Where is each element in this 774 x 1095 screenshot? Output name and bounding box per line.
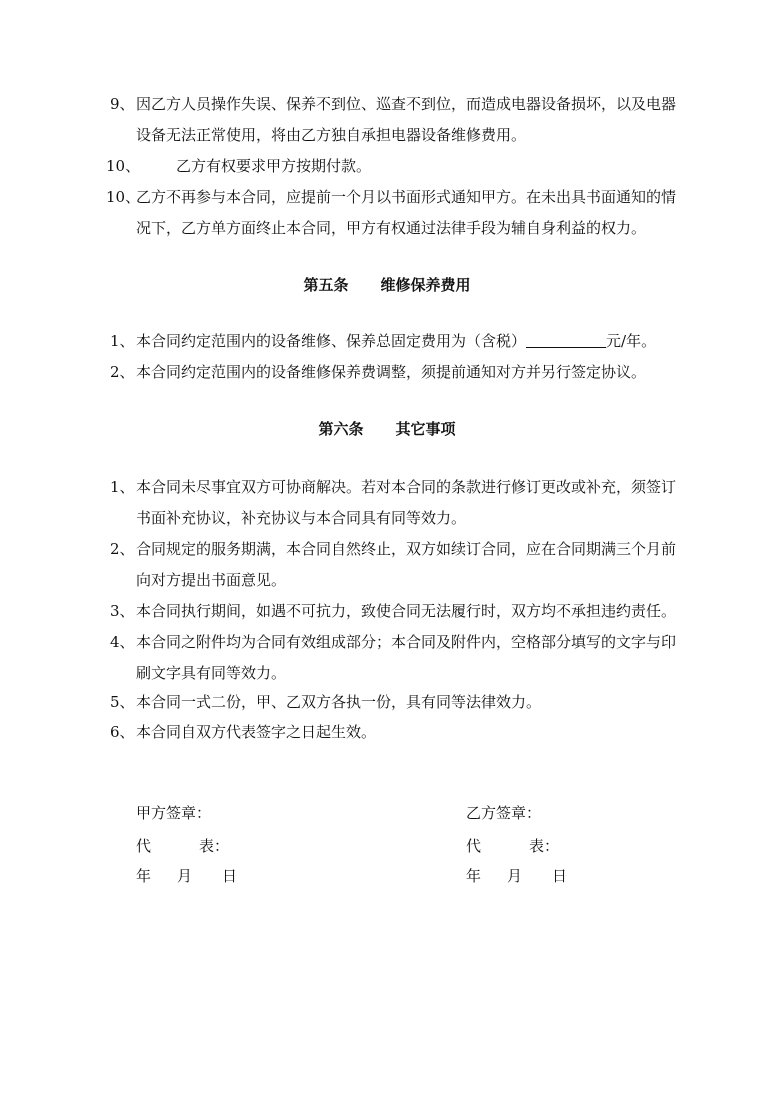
clause-text-continued: 设备无法正常使用，将由乙方独自承担电器设备维修费用。: [136, 126, 527, 144]
month-label: 月: [507, 867, 523, 885]
clause-text-continued: 刷文字具有同等效力。: [136, 664, 287, 682]
clause-item: [106, 151, 706, 182]
article-label: 第五条: [303, 276, 349, 294]
day-label: 日: [222, 867, 238, 885]
clause-number: 1、: [110, 478, 135, 496]
clause-number: 5、: [110, 693, 135, 711]
month-label: 月: [177, 867, 193, 885]
rep-char-2: 表：: [199, 837, 230, 855]
party-a-date-label: [136, 865, 237, 886]
clause-item: [110, 687, 710, 718]
clause-text: [136, 326, 710, 357]
fee-blank-field[interactable]: [526, 331, 606, 348]
clause-text-continued: 况下，乙方单方面终止本合同，甲方有权通过法律手段为辅自身利益的权力。: [136, 219, 647, 237]
clause-number: 4、: [110, 633, 135, 651]
clause-text: 本合同未尽事宜双方可协商解决。若对本合同的条款进行修订更改或补充，须签订: [136, 478, 677, 496]
article-label: 第六条: [318, 420, 364, 438]
clause-item: [110, 472, 710, 534]
clause-number: 1、: [110, 332, 135, 350]
clause-number: 10、: [106, 188, 141, 206]
clause-item: [110, 717, 710, 748]
clause-text: 本合同一式二份，甲、乙双方各执一份，具有同等法律效力。: [136, 693, 542, 711]
rep-char-1: 代: [466, 837, 482, 855]
clause-text: 本合同执行期间，如遇不可抗力，致使合同无法履行时，双方均不承担违约责任。: [136, 602, 677, 620]
year-label: 年: [466, 867, 482, 885]
clause-text-continued: 书面补充协议，补充协议与本合同具有同等效力。: [136, 509, 467, 527]
clause-number: 2、: [110, 363, 135, 381]
clause-item: [110, 357, 710, 388]
clause-number: 10、: [106, 157, 141, 175]
clause-text-before-blank: 本合同约定范围内的设备维修、保养总固定费用为（含税）: [136, 332, 527, 350]
article-title: 其它事项: [395, 420, 456, 438]
clause-number: 2、: [110, 540, 135, 558]
article-5-heading: [0, 274, 774, 295]
clause-text: 本合同约定范围内的设备维修保养费调整，须提前通知对方并另行签定协议。: [136, 363, 647, 381]
clause-item: [110, 326, 710, 357]
article-6-heading: [0, 418, 774, 439]
clause-item: [106, 182, 706, 244]
clause-item: [110, 534, 710, 596]
clause-number: 6、: [110, 723, 135, 741]
clause-number: 3、: [110, 602, 135, 620]
clause-text: 本合同自双方代表签字之日起生效。: [136, 723, 377, 741]
clause-text: 本合同之附件均为合同有效组成部分；本合同及附件内，空格部分填写的文字与印: [136, 633, 677, 651]
party-b-date-label: [466, 865, 567, 886]
clause-text: 乙方不再参与本合同，应提前一个月以书面形式通知甲方。在未出具书面通知的情: [136, 188, 677, 206]
clause-text: 合同规定的服务期满，本合同自然终止，双方如续订合同，应在合同期满三个月前: [136, 540, 677, 558]
article-title: 维修保养费用: [380, 276, 471, 294]
party-b-representative-label: [466, 835, 559, 856]
day-label: 日: [552, 867, 568, 885]
party-a-representative-label: [136, 835, 229, 856]
clause-text: 因乙方人员操作失误、保养不到位、巡查不到位，而造成电器设备损坏，以及电器: [136, 95, 677, 113]
clause-text-continued: 向对方提出书面意见。: [136, 571, 287, 589]
party-a-seal-label: 甲方签章：: [136, 804, 212, 822]
clause-item: [110, 627, 710, 689]
clause-item: [110, 596, 710, 627]
year-label: 年: [136, 867, 152, 885]
clause-number: 9、: [110, 95, 135, 113]
clause-item: [110, 89, 710, 151]
rep-char-2: 表：: [529, 837, 560, 855]
clause-text-after-blank: 元/年。: [606, 332, 657, 350]
party-b-seal-label: 乙方签章：: [466, 804, 542, 822]
clause-text: 乙方有权要求甲方按期付款。: [176, 157, 372, 175]
rep-char-1: 代: [136, 837, 152, 855]
